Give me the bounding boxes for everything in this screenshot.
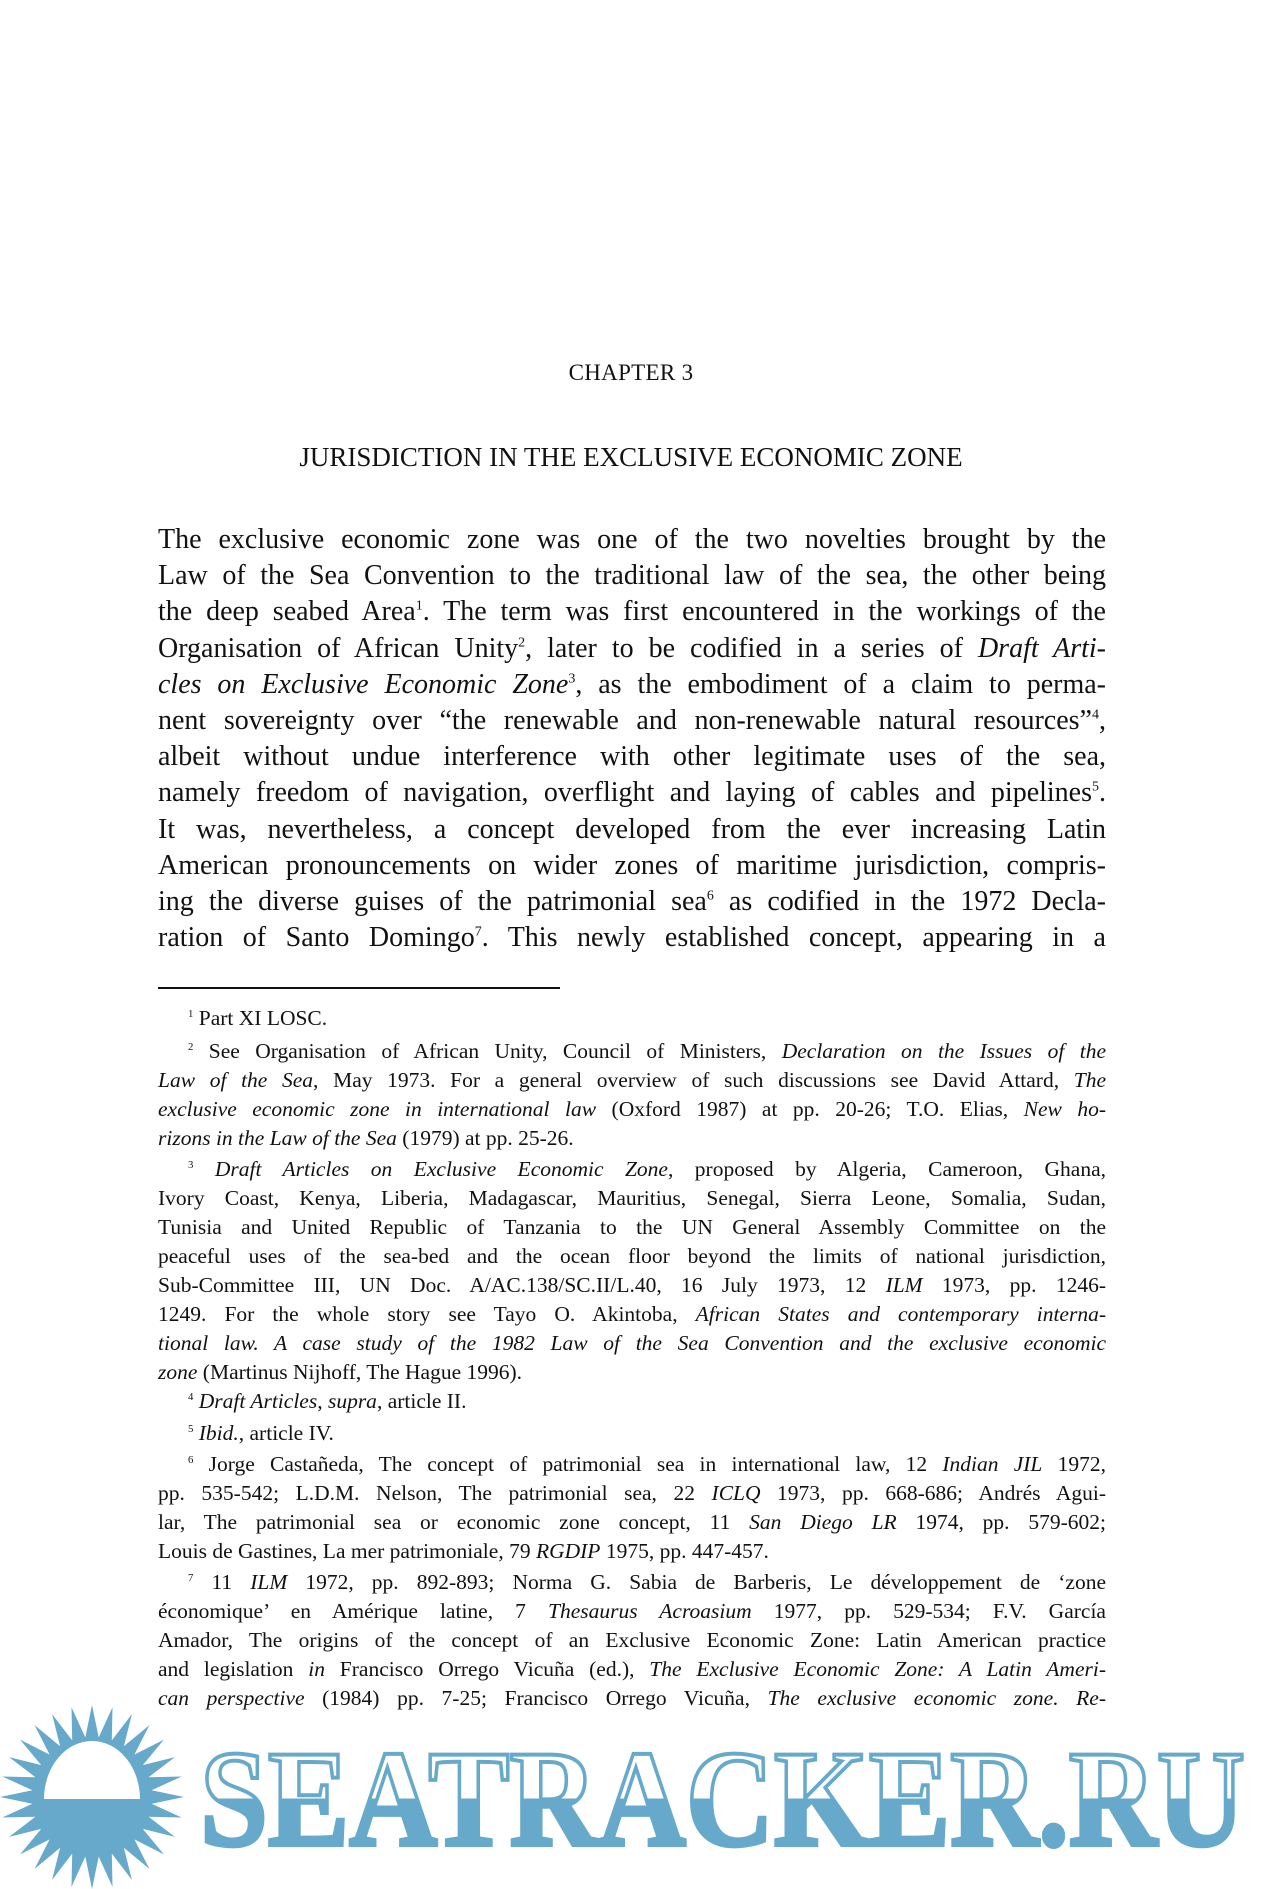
footnote-reference: 2: [518, 635, 526, 651]
sun-icon: [0, 1705, 184, 1889]
footnote-reference: 3: [568, 671, 576, 687]
text-line: [158, 1568, 1106, 1597]
text-line: [158, 1300, 1106, 1329]
text-run: (1984) pp. 7-25; Francisco Orrego Vicuña,: [304, 1686, 768, 1710]
footnote: [158, 1004, 1106, 1033]
footnote-reference: 6: [188, 1453, 194, 1466]
footnote-reference: 4: [188, 1390, 194, 1403]
footnote: [158, 1387, 1106, 1416]
text-run: Law of the Sea Convention to the traditional law of the sea, the other being: [158, 560, 1106, 592]
italic-text: African States and contemporary interna-: [695, 1302, 1106, 1326]
italic-text: The: [1073, 1068, 1106, 1092]
text-line: [158, 1537, 1106, 1566]
text-run: économique’ en Amérique latine, 7: [158, 1599, 548, 1623]
italic-text: can perspective: [158, 1686, 305, 1710]
text-run: peaceful uses of the sea-bed and the ocean floor beyond the limits of national jurisdiction,: [158, 1244, 1106, 1268]
footnote-reference: 5: [188, 1422, 194, 1435]
text-run: 1974, pp. 579-602;: [896, 1510, 1106, 1534]
footnote: [158, 1419, 1106, 1448]
text-line: [158, 775, 1106, 811]
text-run: albeit without undue interference with other legitimate uses of the sea,: [158, 741, 1106, 773]
text-run: as codified in the 1972 Decla-: [713, 886, 1107, 918]
text-run: pp. 535-542; L.D.M. Nelson, The patrimonial sea, 22: [158, 1481, 712, 1505]
text-line: [158, 1597, 1106, 1626]
footnote-reference: 6: [706, 888, 714, 904]
text-line: [158, 1242, 1106, 1271]
text-line: [158, 1508, 1106, 1537]
text-run: 1972,: [1042, 1452, 1106, 1476]
text-line: [158, 1213, 1106, 1242]
italic-text: zone: [158, 1360, 198, 1384]
italic-text: ILM: [250, 1570, 288, 1594]
text-run: , article IV.: [238, 1421, 334, 1445]
text-run: namely freedom of navigation, overflight and laying of cables and pipelines: [158, 777, 1092, 809]
text-line: [158, 848, 1106, 884]
italic-text: supra: [327, 1389, 377, 1413]
italic-text: Draft Articles: [198, 1389, 318, 1413]
italic-text: tional law. A case study of the 1982 Law of the Sea Convention and the exclusive economic: [158, 1331, 1106, 1355]
footnote-reference: 2: [188, 1040, 194, 1053]
footnote-separator: [158, 987, 560, 989]
italic-text: RGDIP: [535, 1539, 601, 1563]
text-run: Organisation of African Unity: [158, 632, 519, 664]
italic-text: ILM: [885, 1273, 923, 1297]
text-run: 1975, pp. 447-457.: [600, 1539, 769, 1563]
footnote-reference: 7: [188, 1571, 194, 1584]
text-line: [158, 631, 1106, 667]
text-run: nent sovereignty over “the renewable and non-renewable natural resources”: [158, 705, 1092, 737]
footnote: [158, 1568, 1106, 1713]
text-run: (Martinus Nijhoff, The Hague 1996).: [197, 1360, 523, 1384]
text-run: ,: [317, 1389, 328, 1413]
footnote: [158, 1450, 1106, 1566]
text-run: . This newly established concept, appearing in a: [481, 922, 1106, 954]
text-run: See Organisation of African Unity, Council of Ministers,: [193, 1039, 782, 1063]
italic-text: Ibid.: [198, 1421, 239, 1445]
chapter-title: JURISDICTION IN THE EXCLUSIVE ECONOMIC ZONE: [299, 442, 963, 472]
italic-text: Law of the Sea: [158, 1068, 314, 1092]
italic-text: Declaration on the Issues of the: [781, 1039, 1106, 1063]
text-line: [158, 884, 1106, 920]
text-run: , proposed by Algeria, Cameroon, Ghana,: [667, 1157, 1106, 1181]
text-line: [158, 1626, 1106, 1655]
text-run: Sub-Committee III, UN Doc. A/AC.138/SC.II/L.40, 16 July 1973, 12: [158, 1273, 886, 1297]
text-run: The exclusive economic zone was one of the two novelties brought by the: [158, 524, 1106, 555]
italic-text: New ho-: [1023, 1097, 1106, 1121]
text-line: [158, 594, 1106, 630]
footnote-reference: 1: [415, 598, 423, 614]
text-line: [158, 1271, 1106, 1300]
watermark-text: SEATRACKER.RU: [200, 1722, 1245, 1875]
italic-text: in: [308, 1657, 325, 1681]
text-run: , later to be codified in a series of: [525, 632, 978, 664]
text-run: Francisco Orrego Vicuña (ed.),: [324, 1657, 650, 1681]
text-run: Louis de Gastines, La mer patrimoniale, 79: [158, 1539, 536, 1563]
text-line: [158, 522, 1106, 558]
italic-text: ICLQ: [711, 1481, 761, 1505]
italic-text: Draft Articles on Exclusive Economic Zone: [214, 1157, 668, 1181]
text-line: [158, 920, 1106, 956]
seatracker-watermark-logo: [0, 1705, 1262, 1889]
text-run: and legislation: [158, 1657, 309, 1681]
footnote-reference: 4: [1092, 707, 1099, 723]
footnote-reference: 5: [1092, 779, 1099, 795]
text-line: [158, 703, 1106, 739]
text-run: Part XI LOSC.: [193, 1006, 328, 1030]
text-run: the deep seabed Area: [158, 596, 416, 628]
italic-text: exclusive economic zone in international law: [158, 1097, 597, 1121]
text-run: . The term was first encountered in the workings of the: [422, 596, 1106, 628]
text-line: [158, 1155, 1106, 1184]
footnote-reference: 7: [474, 924, 482, 940]
text-line: [158, 1358, 1106, 1387]
text-line: [158, 1450, 1106, 1479]
text-run: ing the diverse guises of the patrimonial sea: [158, 886, 707, 918]
text-run: Tunisia and United Republic of Tanzania to the UN General Assembly Committee on the: [158, 1215, 1106, 1239]
chapter-number: CHAPTER 3: [568, 360, 694, 385]
text-line: [158, 667, 1106, 703]
italic-text: cles on Exclusive Economic Zone: [158, 668, 569, 700]
italic-text: The exclusive economic zone. Re-: [767, 1686, 1106, 1710]
text-run: Amador, The origins of the concept of an Exclusive Economic Zone: Latin American practice: [158, 1628, 1106, 1652]
text-run: , article II.: [376, 1389, 467, 1413]
text-run: 1977, pp. 529-534; F.V. García: [751, 1599, 1106, 1623]
text-run: ,: [1099, 705, 1106, 737]
italic-text: Thesaurus Acroasium: [548, 1599, 752, 1623]
text-run: lar, The patrimonial sea or economic zone concept, 11: [158, 1510, 750, 1534]
text-line: [158, 739, 1106, 775]
footnote-reference: 1: [188, 1007, 194, 1020]
italic-text: Indian JIL: [942, 1452, 1043, 1476]
text-run: (1979) at pp. 25-26.: [396, 1126, 574, 1150]
text-line: [158, 1419, 1106, 1448]
text-run: American pronouncements on wider zones of maritime jurisdiction, compris-: [158, 849, 1106, 881]
text-line: [158, 1184, 1106, 1213]
text-run: 1972, pp. 892-893; Norma G. Sabia de Barberis, Le développement de ‘zone: [287, 1570, 1107, 1594]
text-line: [158, 1004, 1106, 1033]
italic-text: rizons in the Law of the Sea: [158, 1126, 397, 1150]
text-line: [158, 1329, 1106, 1358]
text-line: [158, 558, 1106, 594]
text-run: .: [1099, 777, 1106, 809]
text-run: Ivory Coast, Kenya, Liberia, Madagascar, Mauritius, Senegal, Sierra Leone, Somalia, Sudan,: [158, 1186, 1106, 1210]
body-text: [158, 522, 1106, 956]
text-line: [158, 1066, 1106, 1095]
text-run: ration of Santo Domingo: [158, 922, 475, 954]
text-run: (Oxford 1987) at pp. 20-26; T.O. Elias,: [596, 1097, 1024, 1121]
text-run: , as the embodiment of a claim to perma-: [575, 668, 1107, 700]
text-run: [193, 1157, 214, 1181]
italic-text: The Exclusive Economic Zone: A Latin Ameri-: [649, 1657, 1106, 1681]
text-run: 11: [193, 1570, 251, 1594]
text-line: [158, 1037, 1106, 1066]
footnote: [158, 1155, 1106, 1387]
footnote-reference: 3: [188, 1158, 194, 1171]
text-line: [158, 1479, 1106, 1508]
text-run: 1249. For the whole story see Tayo O. Akintoba,: [158, 1302, 696, 1326]
italic-text: Draft Arti-: [977, 632, 1106, 664]
footnote: [158, 1037, 1106, 1153]
text-run: It was, nevertheless, a concept developed from the ever increasing Latin: [158, 813, 1106, 845]
text-run: Jorge Castañeda, The concept of patrimonial sea in international law, 12: [193, 1452, 943, 1476]
text-line: [158, 1124, 1106, 1153]
text-line: [158, 1387, 1106, 1416]
text-run: 1973, pp. 1246-: [922, 1273, 1106, 1297]
italic-text: San Diego LR: [749, 1510, 897, 1534]
text-run: , May 1973. For a general overview of such discussions see David Attard,: [313, 1068, 1074, 1092]
text-line: [158, 1095, 1106, 1124]
text-line: [158, 812, 1106, 848]
text-run: 1973, pp. 668-686; Andrés Agui-: [760, 1481, 1106, 1505]
text-line: [158, 1655, 1106, 1684]
